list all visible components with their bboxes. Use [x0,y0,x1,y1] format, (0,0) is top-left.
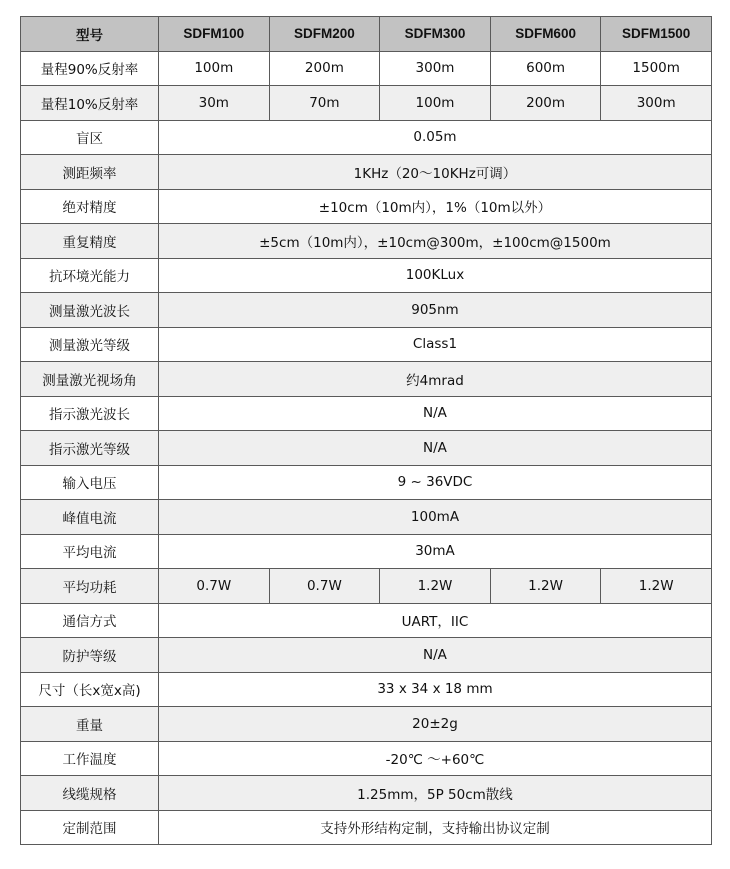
cell-value: 支持外形结构定制，支持输出协议定制 [159,810,712,845]
cell-value: 1500m [601,51,712,86]
row-label: 平均电流 [21,534,159,569]
row-ambient-light [21,258,712,293]
cell-value: 20±2g [159,707,712,742]
row-label: 工作温度 [21,741,159,776]
row-protection [21,638,712,673]
cell-value: 30m [159,86,270,121]
row-label: 重复精度 [21,224,159,259]
row-temperature [21,741,712,776]
row-label: 线缆规格 [21,776,159,811]
row-laser-wavelength [21,293,712,328]
row-label: 抗环境光能力 [21,258,159,293]
row-average-current [21,534,712,569]
cell-value: 1.25mm，5P 50cm散线 [159,776,712,811]
cell-value: 600m [490,51,601,86]
row-label: 量程10%反射率 [21,86,159,121]
cell-value: 1.2W [380,569,491,604]
model-sdfm300: SDFM300 [380,17,491,52]
cell-value: 100KLux [159,258,712,293]
row-absolute-accuracy [21,189,712,224]
header-label: 型号 [21,17,159,52]
row-interface [21,603,712,638]
cell-value: 100mA [159,500,712,535]
row-label: 绝对精度 [21,189,159,224]
row-label: 尺寸（长x宽x高) [21,672,159,707]
cell-value: 200m [490,86,601,121]
cell-value: -20℃ ～+60℃ [159,741,712,776]
row-label: 重量 [21,707,159,742]
row-label: 量程90%反射率 [21,51,159,86]
row-pointer-wavelength [21,396,712,431]
row-label: 防护等级 [21,638,159,673]
model-sdfm600: SDFM600 [490,17,601,52]
cell-value: 0.7W [159,569,270,604]
row-label: 指示激光波长 [21,396,159,431]
row-label: 测距频率 [21,155,159,190]
row-label: 定制范围 [21,810,159,845]
row-label: 测量激光等级 [21,327,159,362]
row-dimensions [21,672,712,707]
cell-value: 300m [601,86,712,121]
model-sdfm200: SDFM200 [269,17,380,52]
cell-value: 0.05m [159,120,712,155]
row-laser-fov [21,362,712,397]
cell-value: 300m [380,51,491,86]
row-repeatability [21,224,712,259]
row-pointer-class [21,431,712,466]
header-row [21,17,712,52]
row-range-10 [21,86,712,121]
row-label: 盲区 [21,120,159,155]
model-sdfm1500: SDFM1500 [601,17,712,52]
row-blind-zone [21,120,712,155]
row-label: 测量激光视场角 [21,362,159,397]
cell-value: 9 ~ 36VDC [159,465,712,500]
row-input-voltage [21,465,712,500]
row-label: 测量激光波长 [21,293,159,328]
cell-value: 1KHz（20～10KHz可调） [159,155,712,190]
row-laser-class [21,327,712,362]
cell-value: 33 x 34 x 18 mm [159,672,712,707]
row-label: 通信方式 [21,603,159,638]
row-customization [21,810,712,845]
cell-value: 1.2W [601,569,712,604]
row-label: 指示激光等级 [21,431,159,466]
cell-value: N/A [159,396,712,431]
cell-value: N/A [159,431,712,466]
cell-value: 905nm [159,293,712,328]
cell-value: ±10cm（10m内），1%（10m以外） [159,189,712,224]
cell-value: 1.2W [490,569,601,604]
cell-value: 0.7W [269,569,380,604]
cell-value: 200m [269,51,380,86]
row-frequency [21,155,712,190]
cell-value: ±5cm（10m内），±10cm@300m，±100cm@1500m [159,224,712,259]
cell-value: UART，IIC [159,603,712,638]
cell-value: 100m [159,51,270,86]
row-range-90 [21,51,712,86]
cell-value: 100m [380,86,491,121]
cell-value: 约4mrad [159,362,712,397]
cell-value: Class1 [159,327,712,362]
row-label: 输入电压 [21,465,159,500]
model-sdfm100: SDFM100 [159,17,270,52]
row-cable [21,776,712,811]
cell-value: 70m [269,86,380,121]
cell-value: 30mA [159,534,712,569]
row-label: 峰值电流 [21,500,159,535]
row-label: 平均功耗 [21,569,159,604]
row-average-power [21,569,712,604]
cell-value: N/A [159,638,712,673]
spec-table [20,16,712,845]
row-peak-current [21,500,712,535]
row-weight [21,707,712,742]
